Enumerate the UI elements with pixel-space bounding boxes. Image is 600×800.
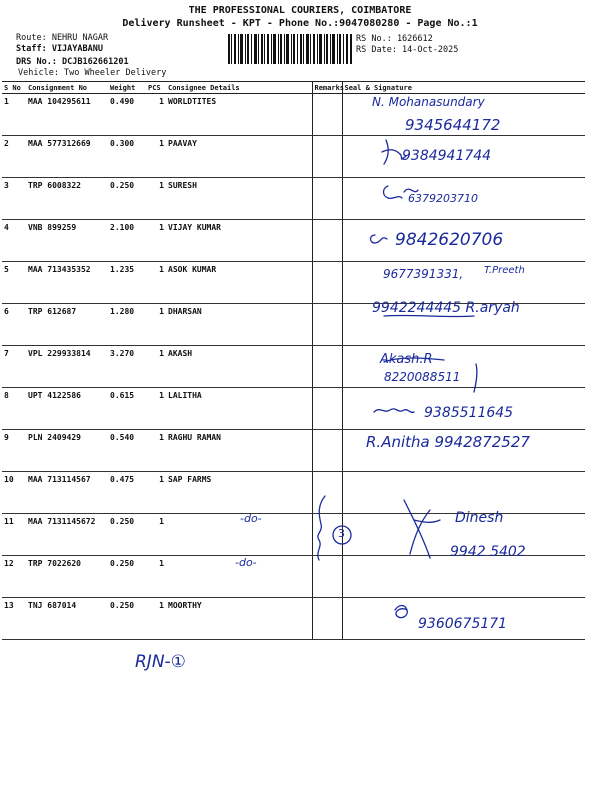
cell-sno: 3: [2, 178, 26, 220]
runsheet-subtitle: Delivery Runsheet - KPT - Phone No.:9047080280 - Page No.:1: [122, 18, 478, 29]
col-signature: Seal & Signature: [342, 82, 585, 94]
signature-row8-phone: 9385511645: [424, 405, 514, 421]
cell-sno: 12: [2, 556, 26, 598]
cell-weight: 1.280: [108, 304, 146, 346]
cell-sno: 4: [2, 220, 26, 262]
cell-consignee: DHARSAN: [166, 304, 312, 346]
cell-pcs: 1: [146, 388, 166, 430]
signature-row7-phone: 8220088511: [384, 370, 461, 384]
cell-remarks: [312, 556, 342, 598]
cell-sno: 10: [2, 472, 26, 514]
signature-row2-phone: 9384941744: [402, 148, 492, 164]
signature-row11-phone: 9942 5402: [450, 544, 526, 560]
signature-row4-phone: 9842620706: [395, 230, 504, 250]
cell-consignee: WORLDTITES: [166, 94, 312, 136]
table-row: [2, 556, 585, 598]
cell-signature: [342, 472, 585, 514]
cell-weight: 1.235: [108, 262, 146, 304]
cell-pcs: 1: [146, 556, 166, 598]
cell-consignment-no: TRP 612687: [26, 304, 108, 346]
rs-number: RS No.: 1626612: [356, 34, 433, 44]
signature-row5-name: T.Preeth: [484, 265, 525, 276]
cell-signature: [342, 346, 585, 388]
table-row: [2, 346, 585, 388]
cell-pcs: 1: [146, 346, 166, 388]
cell-sno: 6: [2, 304, 26, 346]
cell-consignment-no: MAA 7131145672: [26, 514, 108, 556]
cell-consignment-no: MAA 577312669: [26, 136, 108, 178]
col-sno: S No: [2, 82, 26, 94]
cell-pcs: 1: [146, 598, 166, 640]
cell-weight: 3.270: [108, 346, 146, 388]
cell-signature: [342, 262, 585, 304]
cell-consignment-no: VNB 899259: [26, 220, 108, 262]
cell-pcs: 1: [146, 262, 166, 304]
cell-remarks: [312, 430, 342, 472]
cell-pcs: 1: [146, 136, 166, 178]
table-row: [2, 178, 585, 220]
signature-row1-name: N. Mohanasundary: [372, 95, 485, 109]
cell-pcs: 1: [146, 514, 166, 556]
cell-consignee: PAAVAY: [166, 136, 312, 178]
cell-consignee: SAP FARMS: [166, 472, 312, 514]
col-remarks: Remarks: [312, 82, 342, 94]
vehicle-label: Vehicle: Two Wheeler Delivery: [18, 68, 167, 78]
cell-consignee: [166, 514, 312, 556]
route-label: Route: NEHRU NAGAR: [16, 33, 109, 43]
cell-remarks: [312, 346, 342, 388]
cell-consignment-no: VPL 229933814: [26, 346, 108, 388]
cell-consignee: RAGHU RAMAN: [166, 430, 312, 472]
col-pcs: PCS: [146, 82, 166, 94]
cell-sno: 7: [2, 346, 26, 388]
cell-consignment-no: MAA 104295611: [26, 94, 108, 136]
cell-consignee: ASOK KUMAR: [166, 262, 312, 304]
cell-pcs: 1: [146, 178, 166, 220]
cell-sno: 11: [2, 514, 26, 556]
cell-remarks: [312, 178, 342, 220]
cell-weight: 0.490: [108, 94, 146, 136]
cell-weight: 0.540: [108, 430, 146, 472]
cell-remarks: [312, 220, 342, 262]
staff-label: Staff: VIJAYABANU: [16, 44, 103, 54]
signature-row7-name: Akash.R: [380, 352, 433, 367]
signature-row9: R.Anitha 9942872527: [366, 433, 530, 451]
cell-remarks: [312, 94, 342, 136]
cell-weight: 0.475: [108, 472, 146, 514]
cell-sno: 13: [2, 598, 26, 640]
cell-pcs: 1: [146, 430, 166, 472]
table-row: [2, 136, 585, 178]
rs-date: RS Date: 14-Oct-2025: [356, 45, 459, 55]
cell-sno: 8: [2, 388, 26, 430]
signature-row1-phone: 9345644172: [405, 116, 501, 134]
company-title: THE PROFESSIONAL COURIERS, COIMBATORE: [188, 5, 412, 16]
cell-remarks: [312, 598, 342, 640]
cell-weight: 0.300: [108, 136, 146, 178]
signature-row5-phone: 9677391331,: [383, 267, 464, 281]
cell-sno: 1: [2, 94, 26, 136]
cell-weight: 0.615: [108, 388, 146, 430]
signature-row3-phone: 6379203710: [408, 192, 478, 205]
cell-consignment-no: TRP 6008322: [26, 178, 108, 220]
table-header-row: [2, 82, 585, 94]
cell-weight: 0.250: [108, 598, 146, 640]
cell-weight: 0.250: [108, 556, 146, 598]
signature-row6: 9942244445 R.aryah: [372, 300, 520, 316]
cell-pcs: 1: [146, 220, 166, 262]
cell-weight: 2.100: [108, 220, 146, 262]
cell-consignment-no: TRP 7022620: [26, 556, 108, 598]
cell-consignment-no: PLN 2409429: [26, 430, 108, 472]
cell-remarks: [312, 472, 342, 514]
cell-sno: 5: [2, 262, 26, 304]
cell-consignment-no: TNJ 687014: [26, 598, 108, 640]
cell-consignee: AKASH: [166, 346, 312, 388]
cell-consignee: VIJAY KUMAR: [166, 220, 312, 262]
cell-weight: 0.250: [108, 178, 146, 220]
ditto-mark-row11: -do-: [240, 512, 262, 525]
cell-signature: [342, 556, 585, 598]
cell-sno: 2: [2, 136, 26, 178]
cell-pcs: 1: [146, 94, 166, 136]
barcode: [228, 34, 352, 64]
cell-consignee: LALITHA: [166, 388, 312, 430]
cell-sno: 9: [2, 430, 26, 472]
cell-pcs: 1: [146, 472, 166, 514]
cell-remarks: [312, 388, 342, 430]
table-row: [2, 472, 585, 514]
cell-consignment-no: MAA 713114567: [26, 472, 108, 514]
cell-consignment-no: MAA 713435352: [26, 262, 108, 304]
col-consignee: Consignee Details: [166, 82, 312, 94]
cell-weight: 0.250: [108, 514, 146, 556]
cell-pcs: 1: [146, 304, 166, 346]
cell-consignee: MOORTHY: [166, 598, 312, 640]
cell-remarks: [312, 304, 342, 346]
cell-remarks: [312, 136, 342, 178]
signature-row13-phone: 9360675171: [418, 616, 508, 632]
cell-consignee: SURESH: [166, 178, 312, 220]
footer-handwritten-note: RJN-①: [135, 652, 186, 672]
col-weight: Weight: [108, 82, 146, 94]
drs-number: DRS No.: DCJB162661201: [16, 57, 129, 67]
ditto-mark-row12: -do-: [235, 556, 257, 569]
signature-row11-name: Dinesh: [455, 510, 504, 526]
cell-consignment-no: UPT 4122586: [26, 388, 108, 430]
cell-remarks: [312, 262, 342, 304]
brace-count: 3: [338, 527, 345, 540]
col-consignment: Consignment No: [26, 82, 108, 94]
